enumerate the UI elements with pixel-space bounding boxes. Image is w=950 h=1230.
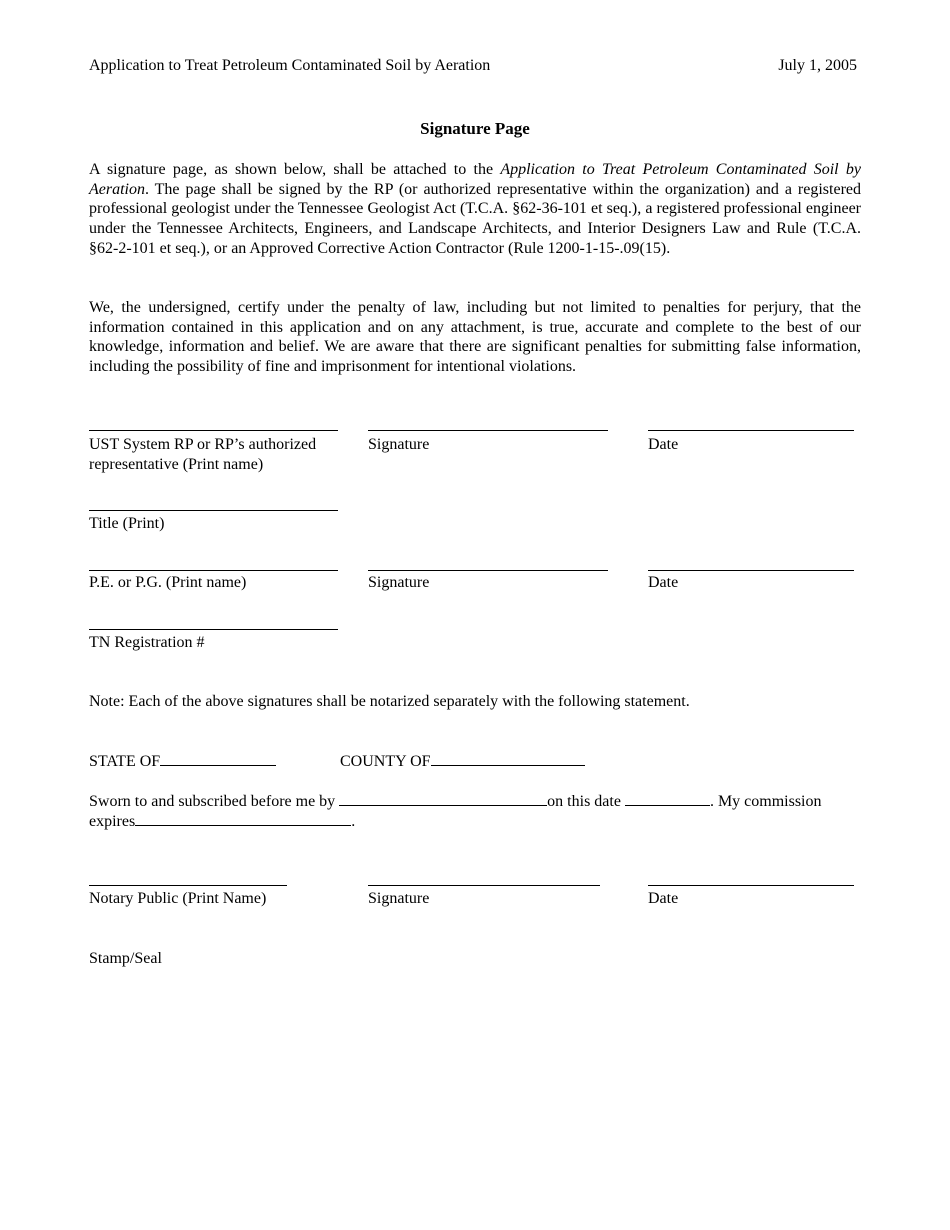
pe-date-line[interactable]: [648, 570, 854, 571]
rp-signature-label: Signature: [368, 436, 430, 453]
header-date: July 1, 2005: [778, 57, 857, 74]
registration-line[interactable]: [89, 629, 338, 630]
intro-text-after: . The page shall be signed by the RP (or authorized representative within the organization) and a registered professional geologist under the Tennessee Geologist Act (T.C.A. §62-36-101 et seq.), a registered professional engineer under the Tennessee Architects, Engineers, and Landscape Architects, and Interior Designers Law and Rule (T.C.A. §62-2-101 et seq.), or an Approved Corrective Action Contractor (Rule 1200-1-15-.09(15).: [89, 180, 861, 257]
expires-line[interactable]: [135, 811, 351, 826]
pe-date-label: Date: [648, 574, 679, 591]
intro-application-title: Application to Treat Petroleum Contaminated Soil by Aeration: [89, 161, 861, 198]
state-input-line[interactable]: [160, 751, 276, 766]
sworn-end: .: [351, 813, 356, 830]
rp-name-label: UST System RP or RP’s authorized representative (Print name): [89, 436, 317, 473]
rp-date-line[interactable]: [648, 430, 854, 431]
state-field: [89, 751, 276, 772]
notary-date-line[interactable]: [648, 885, 854, 886]
pe-signature-line[interactable]: [368, 570, 608, 571]
intro-text-before: A signature page, as shown below, shall be attached to the: [89, 161, 501, 178]
pe-name-label: P.E. or P.G. (Print name): [89, 574, 247, 591]
rp-signature-line[interactable]: [368, 430, 608, 431]
notary-signature-line[interactable]: [368, 885, 600, 886]
title-print-line[interactable]: [89, 510, 338, 511]
sworn-date-line[interactable]: [625, 791, 710, 806]
sworn-date-label: on this date: [547, 793, 625, 810]
rp-name-line[interactable]: [89, 430, 338, 431]
expires-label: expires: [89, 813, 136, 830]
notary-signature-label: Signature: [368, 890, 430, 907]
title-print-label: Title (Print): [89, 515, 165, 532]
notarization-note: Note: Each of the above signatures shall be notarized separately with the following statement.: [89, 693, 690, 710]
notary-name-label: Notary Public (Print Name): [89, 890, 267, 907]
header-document-title: Application to Treat Petroleum Contaminated Soil by Aeration: [89, 57, 491, 74]
sworn-statement-line2: [89, 811, 355, 832]
certification-paragraph: We, the undersigned, certify under the penalty of law, including but not limited to penalties for perjury, that the information contained in this application and on any attachment, is true, accurate and complete to the best of our knowledge, information and belief. We are aware that there are significant penalties for submitting false information, including the possibility of fine and imprisonment for intentional violations.: [89, 299, 861, 376]
notary-name-line[interactable]: [89, 885, 287, 886]
pe-name-line[interactable]: [89, 570, 338, 571]
county-input-line[interactable]: [431, 751, 585, 766]
state-label: STATE OF: [89, 753, 161, 770]
sworn-statement-line1: [89, 791, 869, 812]
pe-signature-label: Signature: [368, 574, 430, 591]
sworn-by-line[interactable]: [339, 791, 547, 806]
intro-paragraph: [89, 160, 861, 259]
registration-label: TN Registration #: [89, 634, 205, 651]
notary-date-label: Date: [648, 890, 679, 907]
sworn-prefix: Sworn to and subscribed before me by: [89, 793, 340, 810]
county-label: COUNTY OF: [340, 753, 431, 770]
rp-date-label: Date: [648, 436, 679, 453]
stamp-seal-label: Stamp/Seal: [89, 950, 162, 967]
commission-label: . My commission: [709, 793, 822, 810]
county-field: [340, 751, 585, 772]
page-title: Signature Page: [420, 119, 530, 138]
